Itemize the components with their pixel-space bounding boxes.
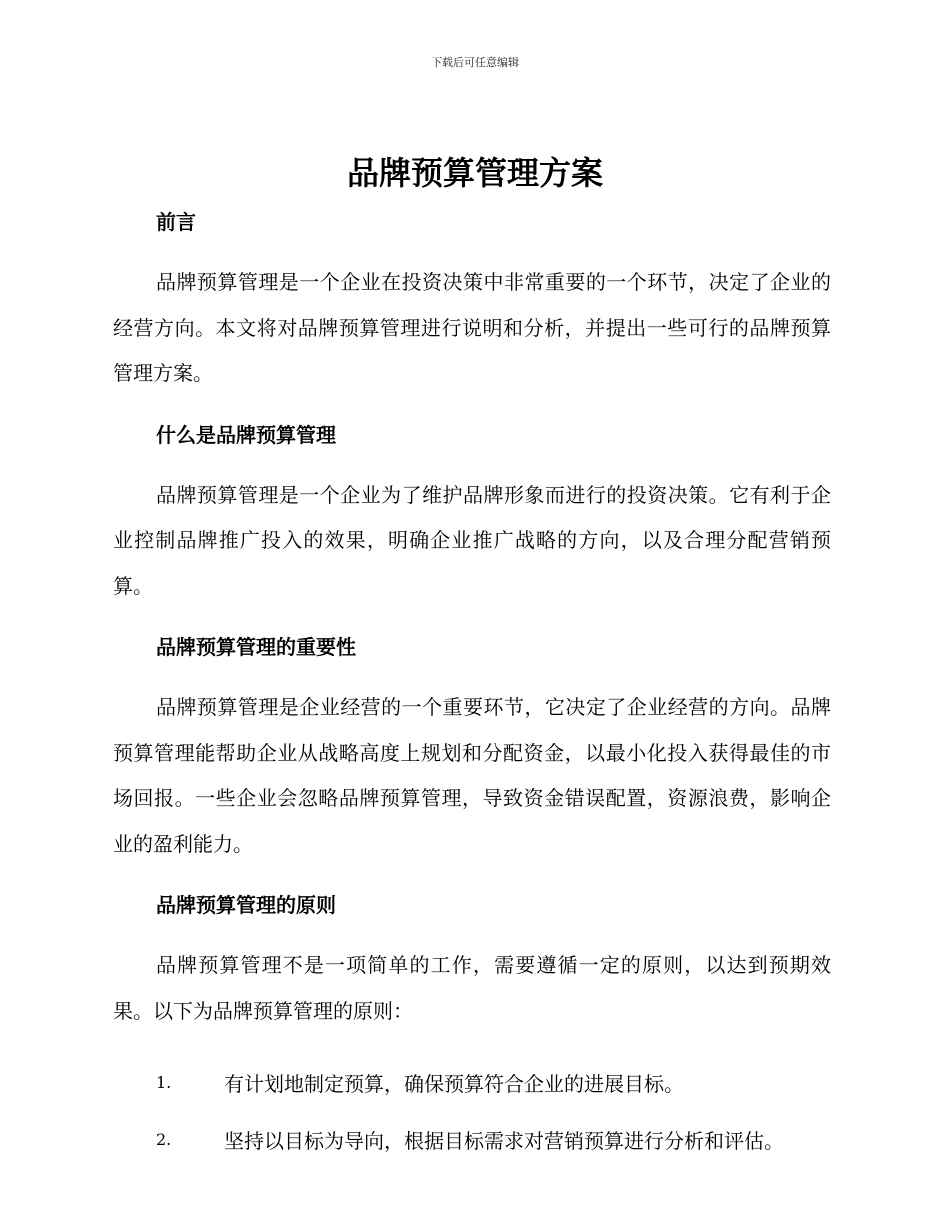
- page-header-note: 下载后可任意编辑: [431, 56, 519, 69]
- section-heading-preface: 前言: [156, 210, 196, 234]
- page-title: 品牌预算管理方案: [346, 154, 603, 192]
- principles-list: [113, 1054, 831, 1168]
- principles-paragraph: 品牌预算管理不是一项简单的工作，需要遵循一定的原则，以达到预期效果。以下为品牌预算管理的原则：: [113, 953, 831, 1023]
- preface-paragraph: 品牌预算管理是一个企业在投资决策中非常重要的一个环节，决定了企业的经营方向。本文将对品牌预算管理进行说明和分析，并提出一些可行的品牌预算管理方案。: [113, 270, 831, 385]
- list-item-number: 2.: [156, 1130, 172, 1149]
- document-body: [113, 204, 831, 1168]
- list-item: [113, 1111, 831, 1168]
- section-heading-definition: 什么是品牌预算管理: [156, 422, 336, 447]
- section-heading-principles: 品牌预算管理的原则: [156, 893, 336, 917]
- list-item-number: 1.: [156, 1073, 172, 1092]
- importance-paragraph: 品牌预算管理是企业经营的一个重要环节，它决定了企业经营的方向。品牌预算管理能帮助企业从战略高度上规划和分配资金，以最小化投入获得最佳的市场回报。一些企业会忽略品牌预算管理，导致资金错误配置，资源浪费，影响企业的盈利能力。: [113, 695, 831, 856]
- definition-paragraph: 品牌预算管理是一个企业为了维护品牌形象而进行的投资决策。它有利于企业控制品牌推广投入的效果，明确企业推广战略的方向，以及合理分配营销预算。: [113, 482, 831, 598]
- section-heading-importance: 品牌预算管理的重要性: [156, 635, 356, 659]
- list-item-text: 有计划地制定预算，确保预算符合企业的进展目标。: [224, 1072, 684, 1096]
- list-item-text: 坚持以目标为导向，根据目标需求对营销预算进行分析和评估。: [224, 1129, 784, 1153]
- list-item: [113, 1054, 831, 1111]
